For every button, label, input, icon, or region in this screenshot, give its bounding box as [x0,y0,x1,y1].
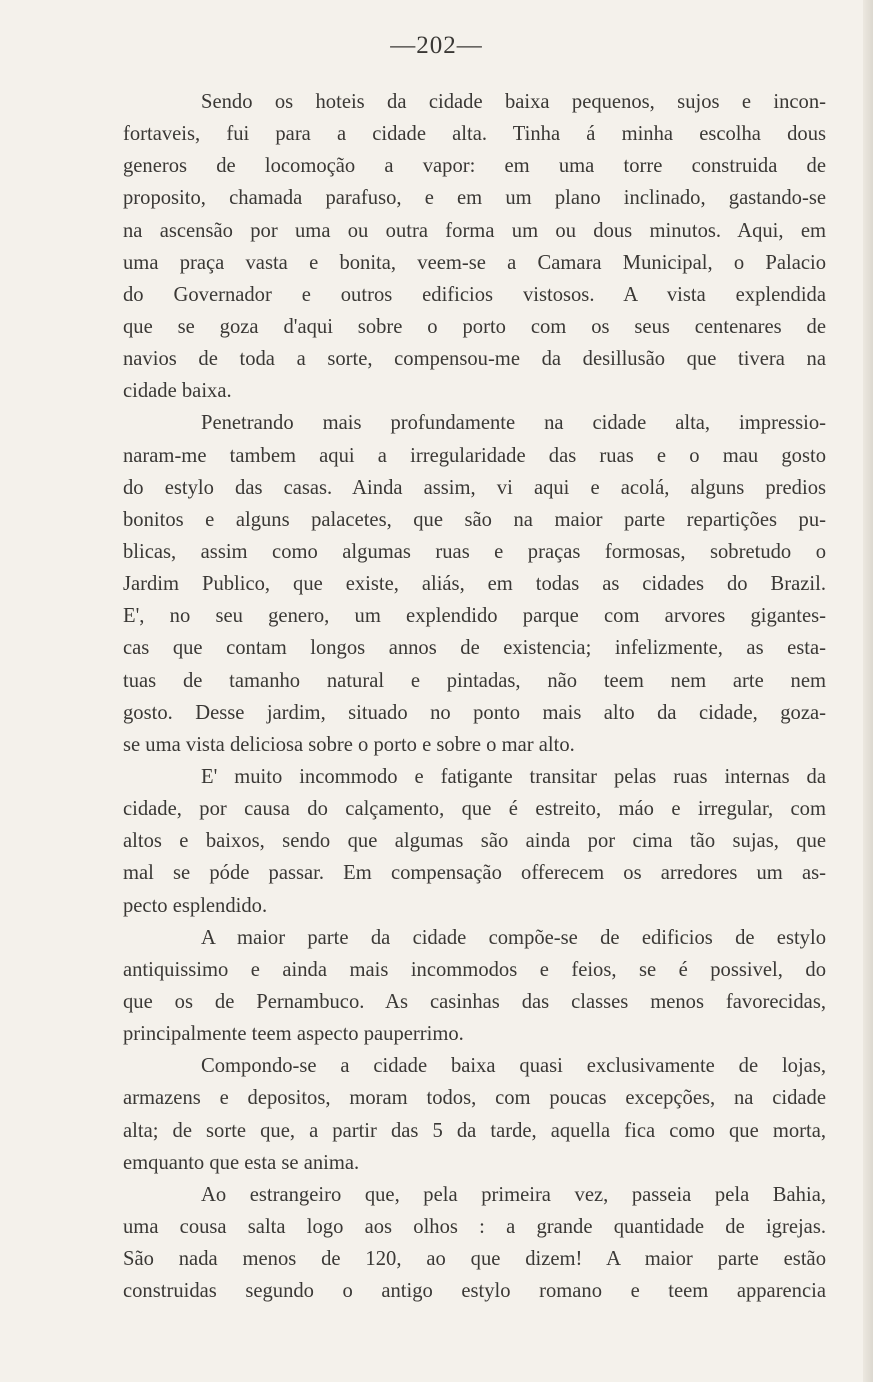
page-edge [863,0,873,1382]
paragraph-4-line: antiquissimo e ainda mais incommodos e feios, se é possivel, do [123,958,826,981]
paragraph-1-line: que se goza d'aqui sobre o porto com os seus centenares de [123,315,826,338]
paragraph-6-line: Ao estrangeiro que, pela primeira vez, passeia pela Bahia, [201,1183,826,1206]
paragraph-3-line: mal se póde passar. Em compensação offerecem os arredores um as- [123,862,826,885]
paragraph-1-line: navios de toda a sorte, compensou-me da desillusão que tivera na [123,348,826,371]
paragraph-5-line: emquanto que esta se anima. [123,1151,360,1174]
paragraph-1-line: na ascensão por uma ou outra forma um ou dous minutos. Aqui, em [123,219,826,242]
paragraph-3-line: E' muito incommodo e fatigante transitar pelas ruas internas da [201,765,826,788]
paragraph-4-line: que os de Pernambuco. As casinhas das classes menos favorecidas, [123,990,826,1013]
page-number: —202— [390,32,483,59]
paragraph-1-line: proposito, chamada parafuso, e em um plano inclinado, gastando-se [123,187,826,210]
paragraph-2-line: se uma vista deliciosa sobre o porto e sobre o mar alto. [123,733,575,756]
paragraph-6-line: São nada menos de 120, ao que dizem! A maior parte estão [123,1248,826,1271]
paragraph-4-line: A maior parte da cidade compõe-se de edificios de estylo [201,926,826,949]
paragraph-3-line: altos e baixos, sendo que algumas são ainda por cima tão sujas, que [123,830,826,853]
paragraph-5-line: armazens e depositos, moram todos, com poucas excepções, na cidade [123,1087,826,1110]
paragraph-3-line: cidade, por causa do calçamento, que é estreito, máo e irregular, com [123,798,826,821]
paragraph-2-line: E', no seu genero, um explendido parque com arvores gigantes- [123,605,826,628]
paragraph-2-line: Penetrando mais profundamente na cidade alta, impressio- [201,412,826,435]
paragraph-5-line: Compondo-se a cidade baixa quasi exclusivamente de lojas, [201,1055,826,1078]
paragraph-2-line: naram-me tambem aqui a irregularidade das ruas e o mau gosto [123,444,826,467]
paragraph-2-line: tuas de tamanho natural e pintadas, não teem nem arte nem [123,669,826,692]
paragraph-2-line: bonitos e alguns palacetes, que são na maior parte repartições pu- [123,508,826,531]
paragraph-2-line: blicas, assim como algumas ruas e praças formosas, sobretudo o [123,540,826,563]
paragraph-2-line: do estylo das casas. Ainda assim, vi aqui e acolá, alguns predios [123,476,826,499]
paragraph-2-line: Jardim Publico, que existe, aliás, em todas as cidades do Brazil. [123,573,826,596]
paragraph-1-line: cidade baixa. [123,380,232,403]
paragraph-2-line: cas que contam longos annos de existencia; infelizmente, as esta- [123,637,826,660]
paragraph-1-line: generos de locomoção a vapor: em uma torre construida de [123,155,826,178]
paragraph-1-line: do Governador e outros edificios vistosos. A vista explendida [123,283,826,306]
paragraph-1-line: Sendo os hoteis da cidade baixa pequenos, sujos e incon- [201,91,826,113]
paragraph-1-line: uma praça vasta e bonita, veem-se a Camara Municipal, o Palacio [123,251,826,274]
paragraph-1-line: fortaveis, fui para a cidade alta. Tinha á minha escolha dous [123,123,826,146]
paragraph-5-line: alta; de sorte que, a partir das 5 da tarde, aquella fica como que morta, [123,1119,826,1142]
paragraph-4-line: principalmente teem aspecto pauperrimo. [123,1023,464,1046]
paragraph-6-line: construidas segundo o antigo estylo romano e teem apparencia [123,1280,826,1303]
paragraph-2-line: gosto. Desse jardim, situado no ponto mais alto da cidade, goza- [123,701,826,724]
paragraph-6-line: uma cousa salta logo aos olhos : a grande quantidade de igrejas. [123,1215,826,1238]
paragraph-3-line: pecto esplendido. [123,894,268,917]
body-text [123,86,826,1307]
